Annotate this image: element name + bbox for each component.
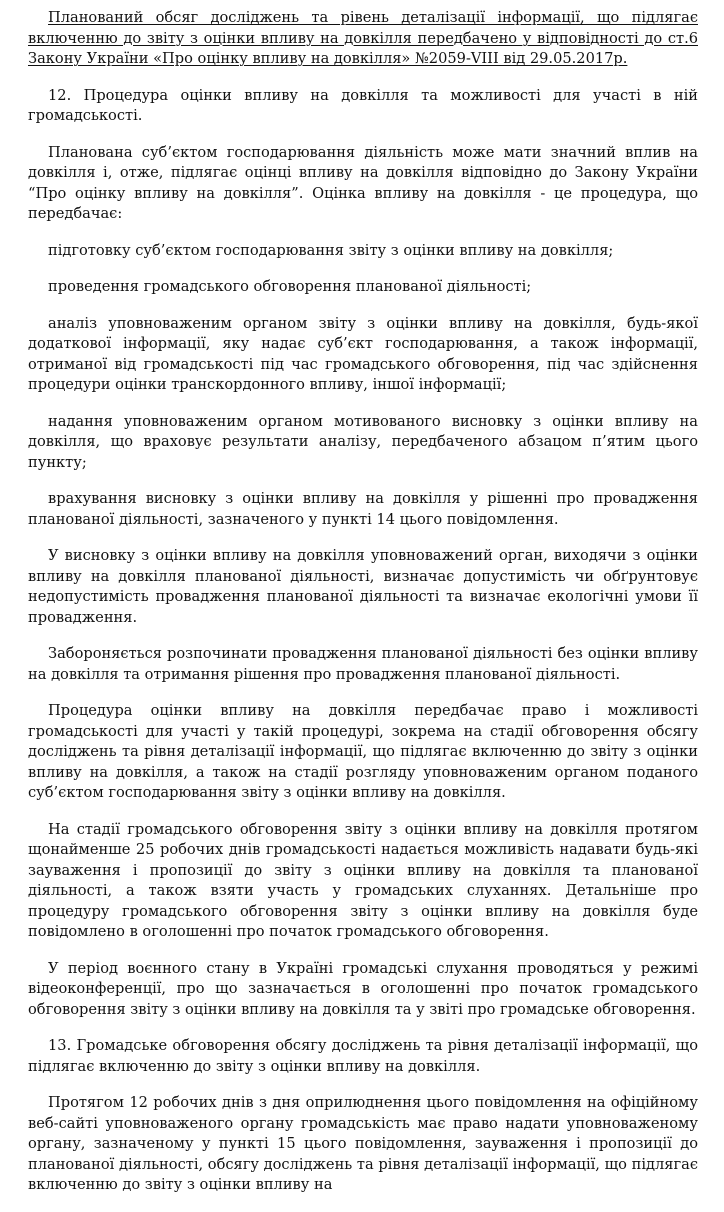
list-item-analysis: аналіз уповноваженим органом звіту з оцінки впливу на довкілля, будь-якої додаткової інформації, яку надає суб’єкт господарювання, а також інформації, отриманої від громадськості під час громадського обговорення, під час здійснення процедури оцінки транскордонного впливу, іншої інформації; [28, 314, 698, 393]
list-item-report-preparation: підготовку суб’єктом господарювання звіту з оцінки впливу на довкілля; [48, 241, 614, 259]
paragraph-conclusion-content: У висновку з оцінки впливу на довкілля уповноважений орган, виходячи з оцінки впливу на довкілля планованої діяльності, визначає допустимість чи обґрунтовує недопустимість провадження планованої діяльності та визначає екологічні умови її провадження. [28, 547, 698, 626]
paragraph-public-discussion-stage: На стадії громадського обговорення звіту з оцінки впливу на довкілля протягом щонайменше 25 робочих днів громадськості надається можливість надавати будь-які зауваження і пропозиції до звіту з оцінки впливу на довкілля та планованої діяльності, а також взяти участь у громадських слуханнях. Детальніше про процедуру громадського обговорення звіту з оцінки впливу на довкілля буде повідомлено в оголошенні про початок громадського обговорення. [28, 820, 698, 940]
list-item-conclusion: надання уповноваженим органом мотивованого висновку з оцінки впливу на довкілля, що враховує результати аналізу, передбаченого абзацом п’ятим цього пункту; [28, 412, 698, 471]
paragraph-martial-law: У період воєнного стану в Україні громадські слухання проводяться у режимі відеоконференції, про що зазначається в оголошенні про початок громадського обговорення звіту з оцінки впливу на довкілля та у звіті про громадське обговорення. [28, 959, 698, 1018]
list-item-decision: врахування висновку з оцінки впливу на довкілля у рішенні про провадження планованої діяльності, зазначеного у пункті 14 цього повідомлення. [28, 490, 698, 528]
section-12-heading: 12. Процедура оцінки впливу на довкілля та можливості для участі в ній громадськості. [28, 86, 698, 124]
list-item-public-discussion: проведення громадського обговорення планованої діяльності; [48, 278, 532, 295]
section-13-heading: 13. Громадське обговорення обсягу досліджень та рівня деталізації інформації, що підлягає включенню до звіту з оцінки впливу на довкілля. [28, 1037, 698, 1075]
paragraph-intro: Планована суб’єктом господарювання діяльність може мати значний вплив на довкілля і, отже, підлягає оцінці впливу на довкілля відповідно до Закону України “Про оцінку впливу на довкілля”. Оцінка впливу на довкілля - це процедура, що передбачає: [28, 143, 698, 222]
paragraph-public-rights: Процедура оцінки впливу на довкілля передбачає право і можливості громадськості для участі у такій процедурі, зокрема на стадії обговорення обсягу досліджень та рівня деталізації інформації, що підлягає включенню до звіту з оцінки впливу на довкілля, а також на стадії розгляду уповноваженим органом поданого суб’єктом господарювання звіту з оцінки впливу на довкілля. [28, 702, 698, 801]
scope-note-underlined: Планований обсяг досліджень та рівень деталізації інформації, що підлягає включенню до звіту з оцінки впливу на довкілля передбачено у відповідності до ст.6 Закону України «Про оцінку впливу на довкілля» №2059-VIII від 29.05.2017р. [28, 9, 698, 67]
document-page [28, 8, 698, 1212]
paragraph-prohibition: Забороняється розпочинати провадження планованої діяльності без оцінки впливу на довкілля та отримання рішення про провадження планованої діяльності. [28, 645, 698, 683]
paragraph-comment-period: Протягом 12 робочих днів з дня оприлюднення цього повідомлення на офіційному веб-сайті уповноваженого органу громадськість має право надати уповноваженому органу, зазначеному у пункті 15 цього повідомлення, зауваження і пропозиції до планованої діяльності, обсягу досліджень та рівня деталізації інформації, що підлягає включенню до звіту з оцінки впливу на [28, 1094, 698, 1193]
